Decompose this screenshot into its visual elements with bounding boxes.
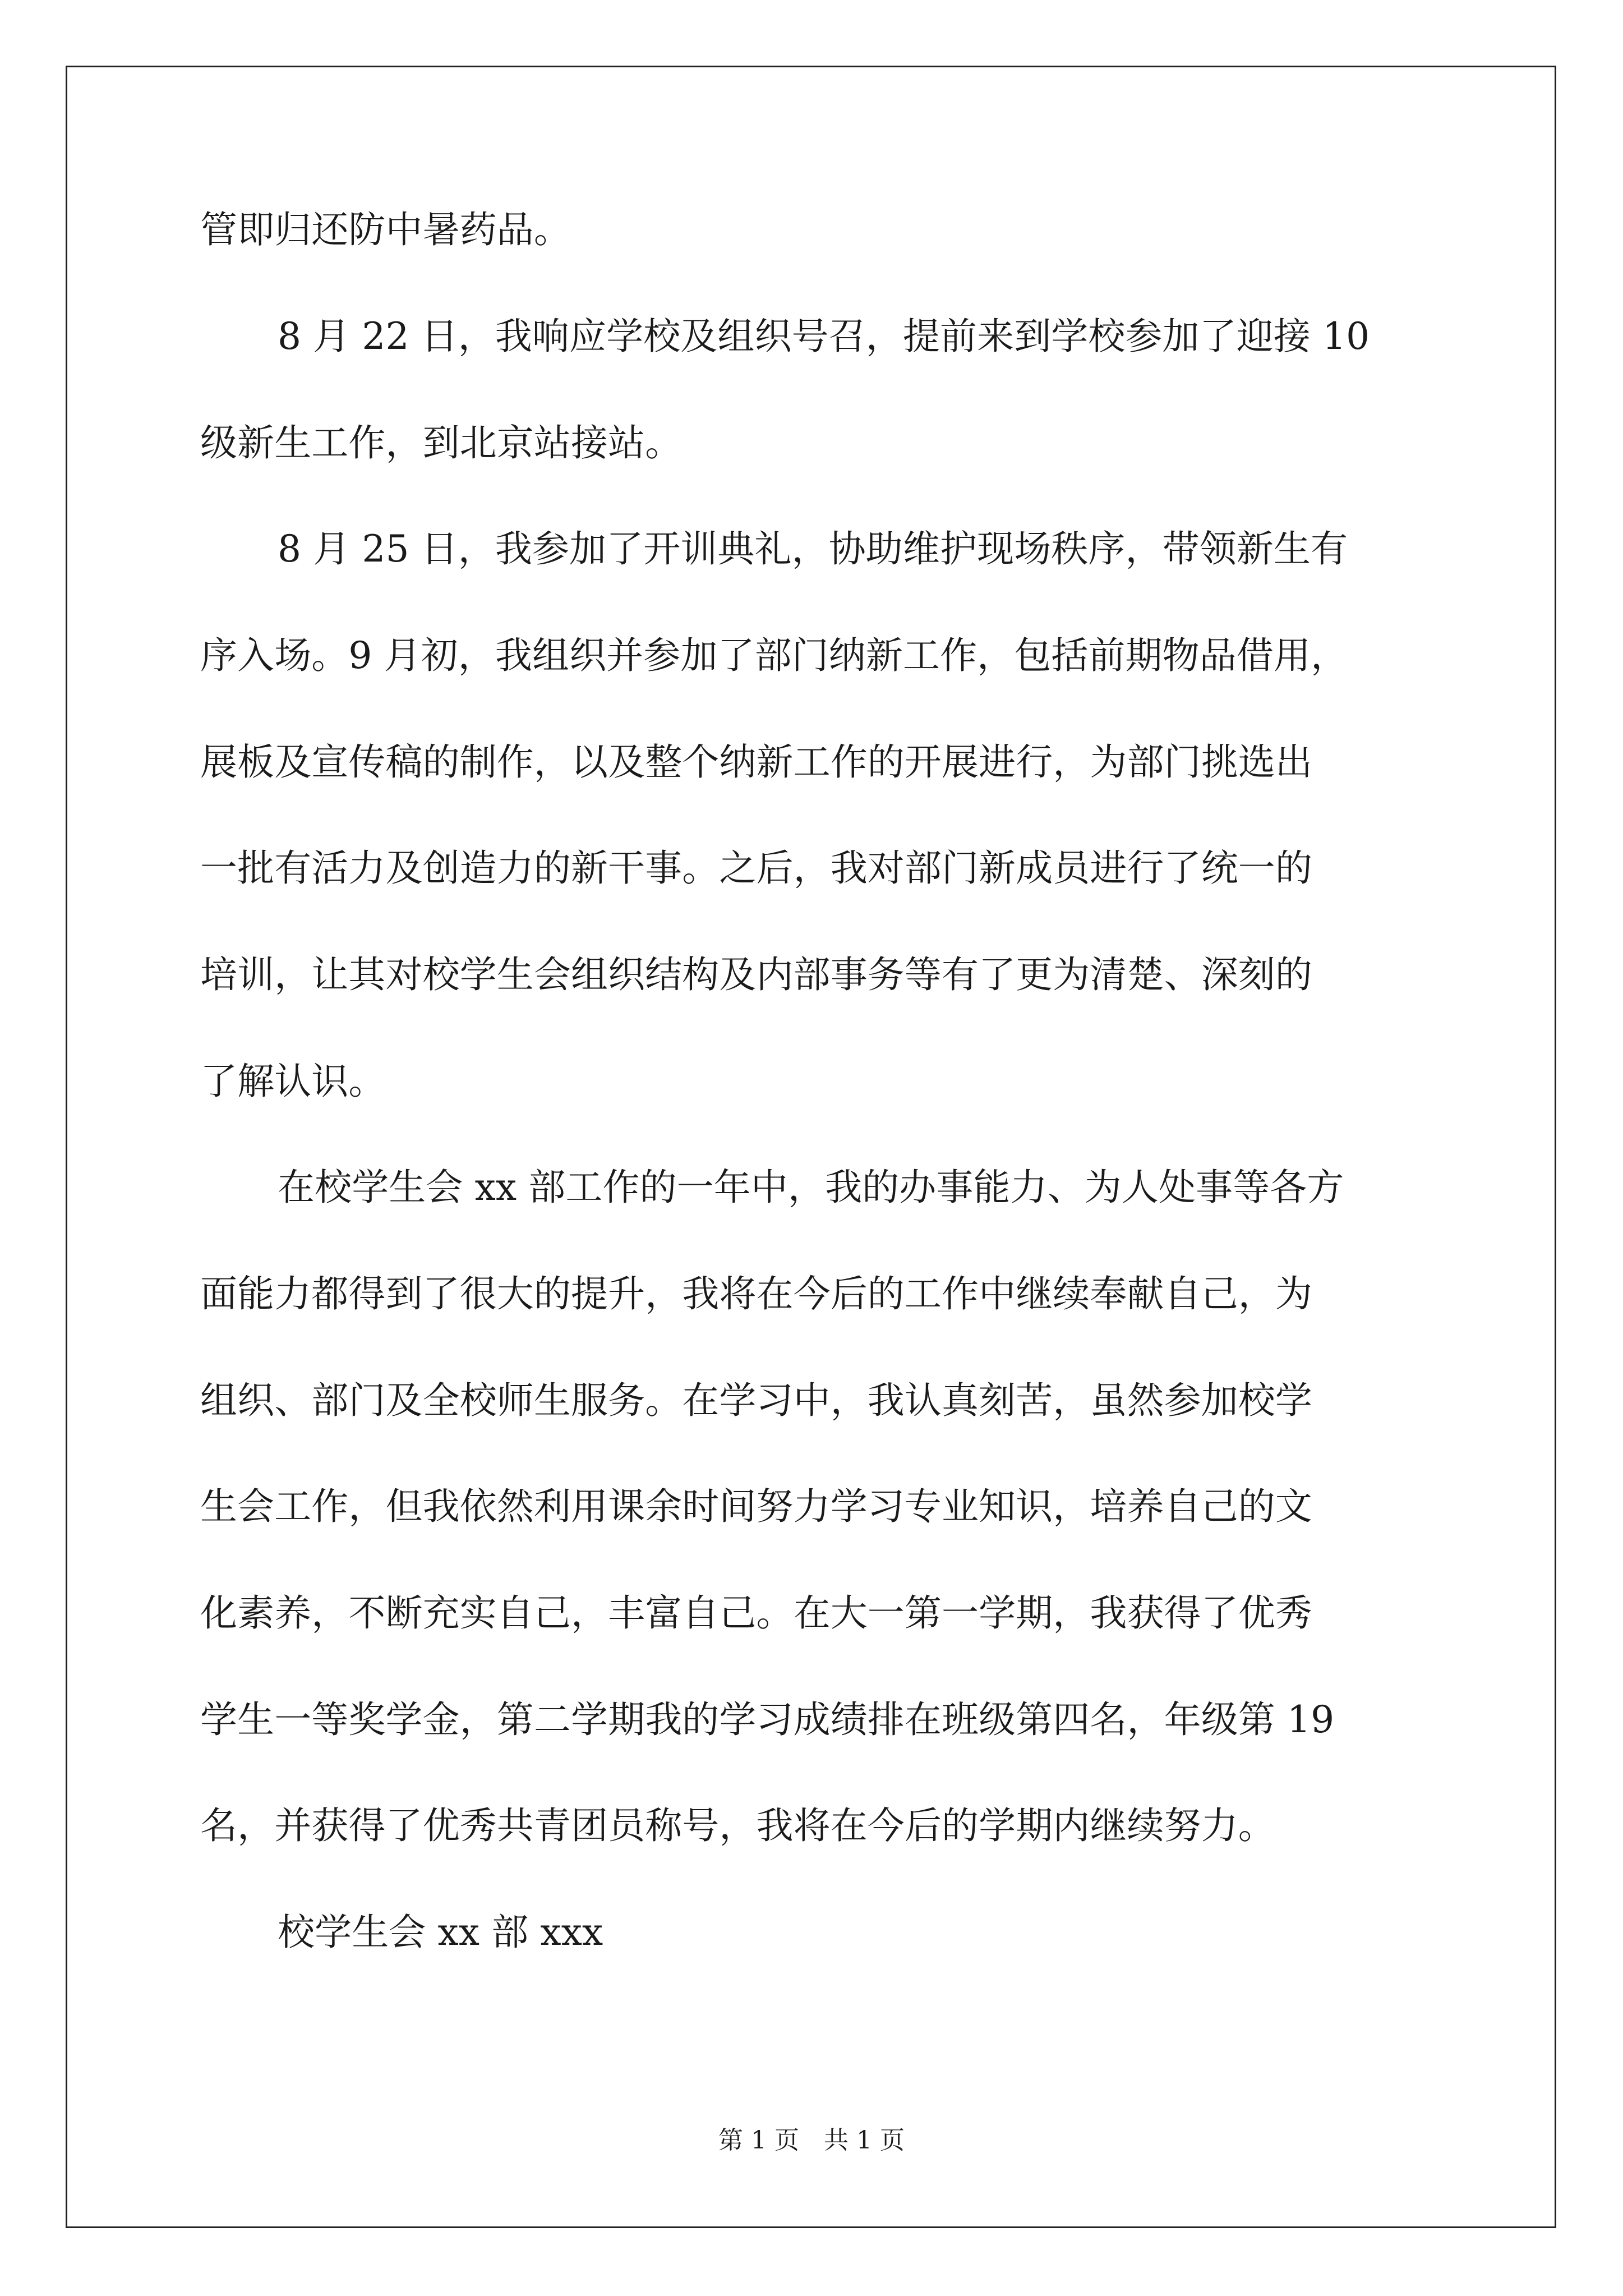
text-line: 学生一等奖学金，第二学期我的学习成绩排在班级第四名，年级第 19 <box>200 1698 1335 1741</box>
signature-line: 校学生会 xx 部 xxx <box>278 1911 603 1954</box>
text-line: 级新生工作，到北京站接站。 <box>200 421 683 464</box>
text-line: 序入场。9 月初，我组织并参加了部门纳新工作，包括前期物品借用， <box>200 634 1348 677</box>
text-line: 组织、部门及全校师生服务。在学习中，我认真刻苦，虽然参加校学 <box>200 1379 1312 1422</box>
page-footer: 第 1 页 共 1 页 <box>718 2126 905 2155</box>
text-line: 一批有活力及创造力的新干事。之后，我对部门新成员进行了统一的 <box>200 846 1312 890</box>
text-line: 在校学生会 xx 部工作的一年中，我的办事能力、为人处事等各方 <box>278 1166 1344 1209</box>
text-line: 8 月 22 日，我响应学校及组织号召，提前来到学校参加了迎接 10 <box>278 315 1370 358</box>
text-line: 面能力都得到了很大的提升，我将在今后的工作中继续奉献自己，为 <box>200 1272 1312 1315</box>
text-line: 化素养，不断充实自己，丰富自己。在大一第一学期，我获得了优秀 <box>200 1591 1312 1635</box>
text-line: 8 月 25 日，我参加了开训典礼，协助维护现场秩序，带领新生有 <box>278 527 1348 570</box>
text-line: 展板及宣传稿的制作，以及整个纳新工作的开展进行，为部门挑选出 <box>200 740 1312 784</box>
text-line: 培训，让其对校学生会组织结构及内部事务等有了更为清楚、深刻的 <box>200 953 1312 996</box>
text-line: 管即归还防中暑药品。 <box>200 208 571 251</box>
text-line: 生会工作，但我依然利用课余时间努力学习专业知识，培养自己的文 <box>200 1485 1312 1528</box>
text-line: 名，并获得了优秀共青团员称号，我将在今后的学期内继续努力。 <box>200 1804 1275 1847</box>
text-line: 了解认识。 <box>200 1060 386 1103</box>
page-border <box>66 66 1556 2228</box>
